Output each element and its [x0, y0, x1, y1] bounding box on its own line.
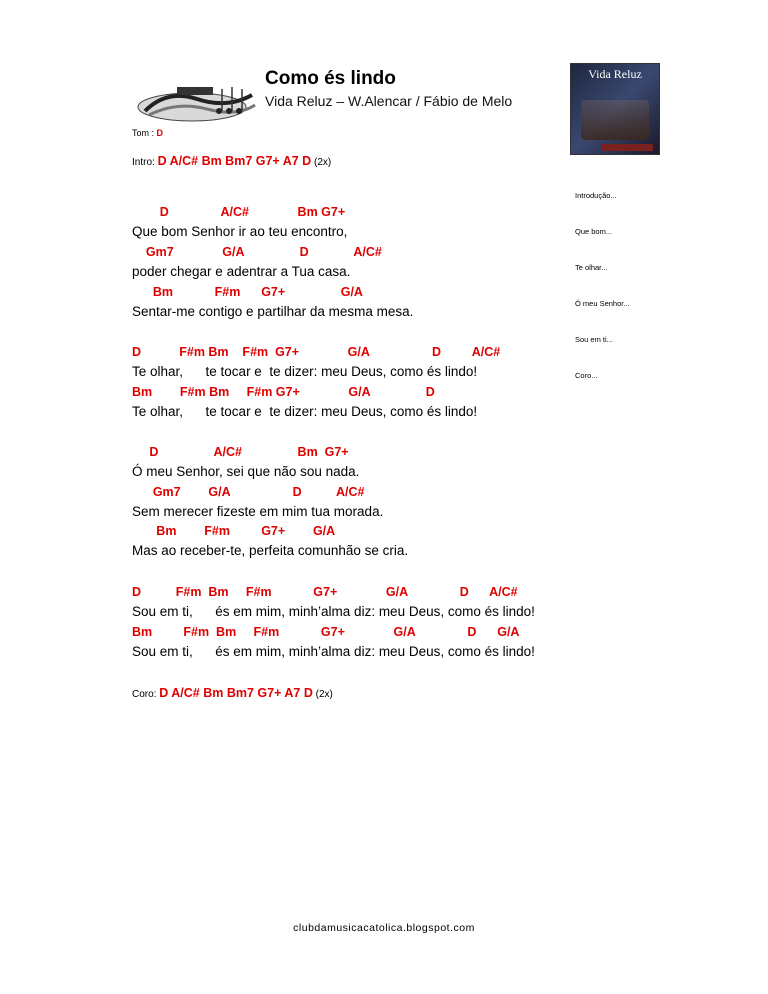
chord-line: Bm F#m Bm F#m G7+ G/A D G/A [132, 625, 520, 639]
lyric-line: Sem merecer fizeste em mim tua morada. [132, 504, 384, 519]
key-line [132, 128, 163, 138]
intro-repeat: (2x) [311, 157, 332, 168]
toc-item[interactable]: Te olhar... [575, 263, 608, 272]
lyric-line: Te olhar, te tocar e te dizer: meu Deus, como és lindo! [132, 364, 478, 379]
chord-line: D A/C# Bm G7+ [132, 445, 349, 459]
chord-line: D F#m Bm F#m G7+ G/A D A/C# [132, 585, 518, 599]
toc-item[interactable]: Ó meu Senhor... [575, 299, 630, 308]
lyric-line: Te olhar, te tocar e te dizer: meu Deus, como és lindo! [132, 404, 478, 419]
lyric-line: Sou em ti, és em mim, minh’alma diz: meu Deus, como és lindo! [132, 644, 535, 659]
intro-label: Intro: [132, 157, 158, 168]
lyric-line: Ó meu Senhor, sei que não sou nada. [132, 464, 360, 479]
chord-line: D A/C# Bm G7+ [132, 205, 346, 219]
coro-label: Coro: [132, 689, 160, 700]
toc-item[interactable]: Coro... [575, 371, 598, 380]
toc-item[interactable]: Sou em ti... [575, 335, 613, 344]
chord-line: Gm7 G/A D A/C# [132, 485, 365, 499]
intro-line [132, 154, 331, 168]
toc-item[interactable]: Introdução... [575, 191, 617, 200]
song-subtitle: Vida Reluz – W.Alencar / Fábio de Melo [265, 93, 513, 109]
intro-chords: D A/C# Bm Bm7 G7+ A7 D [157, 154, 312, 168]
lyric-line: Mas ao receber-te, perfeita comunhão se cria. [132, 543, 409, 558]
chord-line: Bm F#m G7+ G/A [132, 285, 363, 299]
footer-url[interactable]: clubdamusicacatolica.blogspot.com [293, 922, 475, 934]
chord-line: D F#m Bm F#m G7+ G/A D A/C# [132, 345, 501, 359]
lyric-line: Sou em ti, és em mim, minh’alma diz: meu Deus, como és lindo! [132, 604, 535, 619]
chord-line: Gm7 G/A D A/C# [132, 245, 382, 259]
lyric-line: Sentar-me contigo e partilhar da mesma mesa. [132, 304, 414, 319]
club-logo [128, 63, 250, 105]
coro-chords: D A/C# Bm Bm7 G7+ A7 D [159, 686, 313, 700]
section-index [575, 166, 630, 394]
coro-line [132, 686, 333, 700]
song-title: Como és lindo [265, 68, 396, 89]
key-label: Tom : [132, 128, 157, 138]
album-cover-strip [601, 144, 653, 151]
toc-item[interactable]: Que bom... [575, 227, 613, 236]
album-cover-photo [581, 100, 649, 140]
coro-repeat: (2x) [312, 689, 333, 700]
album-cover [570, 63, 660, 155]
chord-line: Bm F#m G7+ G/A [132, 524, 336, 538]
album-cover-title: Vida Reluz [588, 67, 642, 81]
key-value: D [156, 128, 164, 138]
lyric-line: Que bom Senhor ir ao teu encontro, [132, 224, 348, 239]
chord-line: Bm F#m Bm F#m G7+ G/A D [132, 385, 435, 399]
lyric-line: poder chegar e adentrar a Tua casa. [132, 264, 351, 279]
